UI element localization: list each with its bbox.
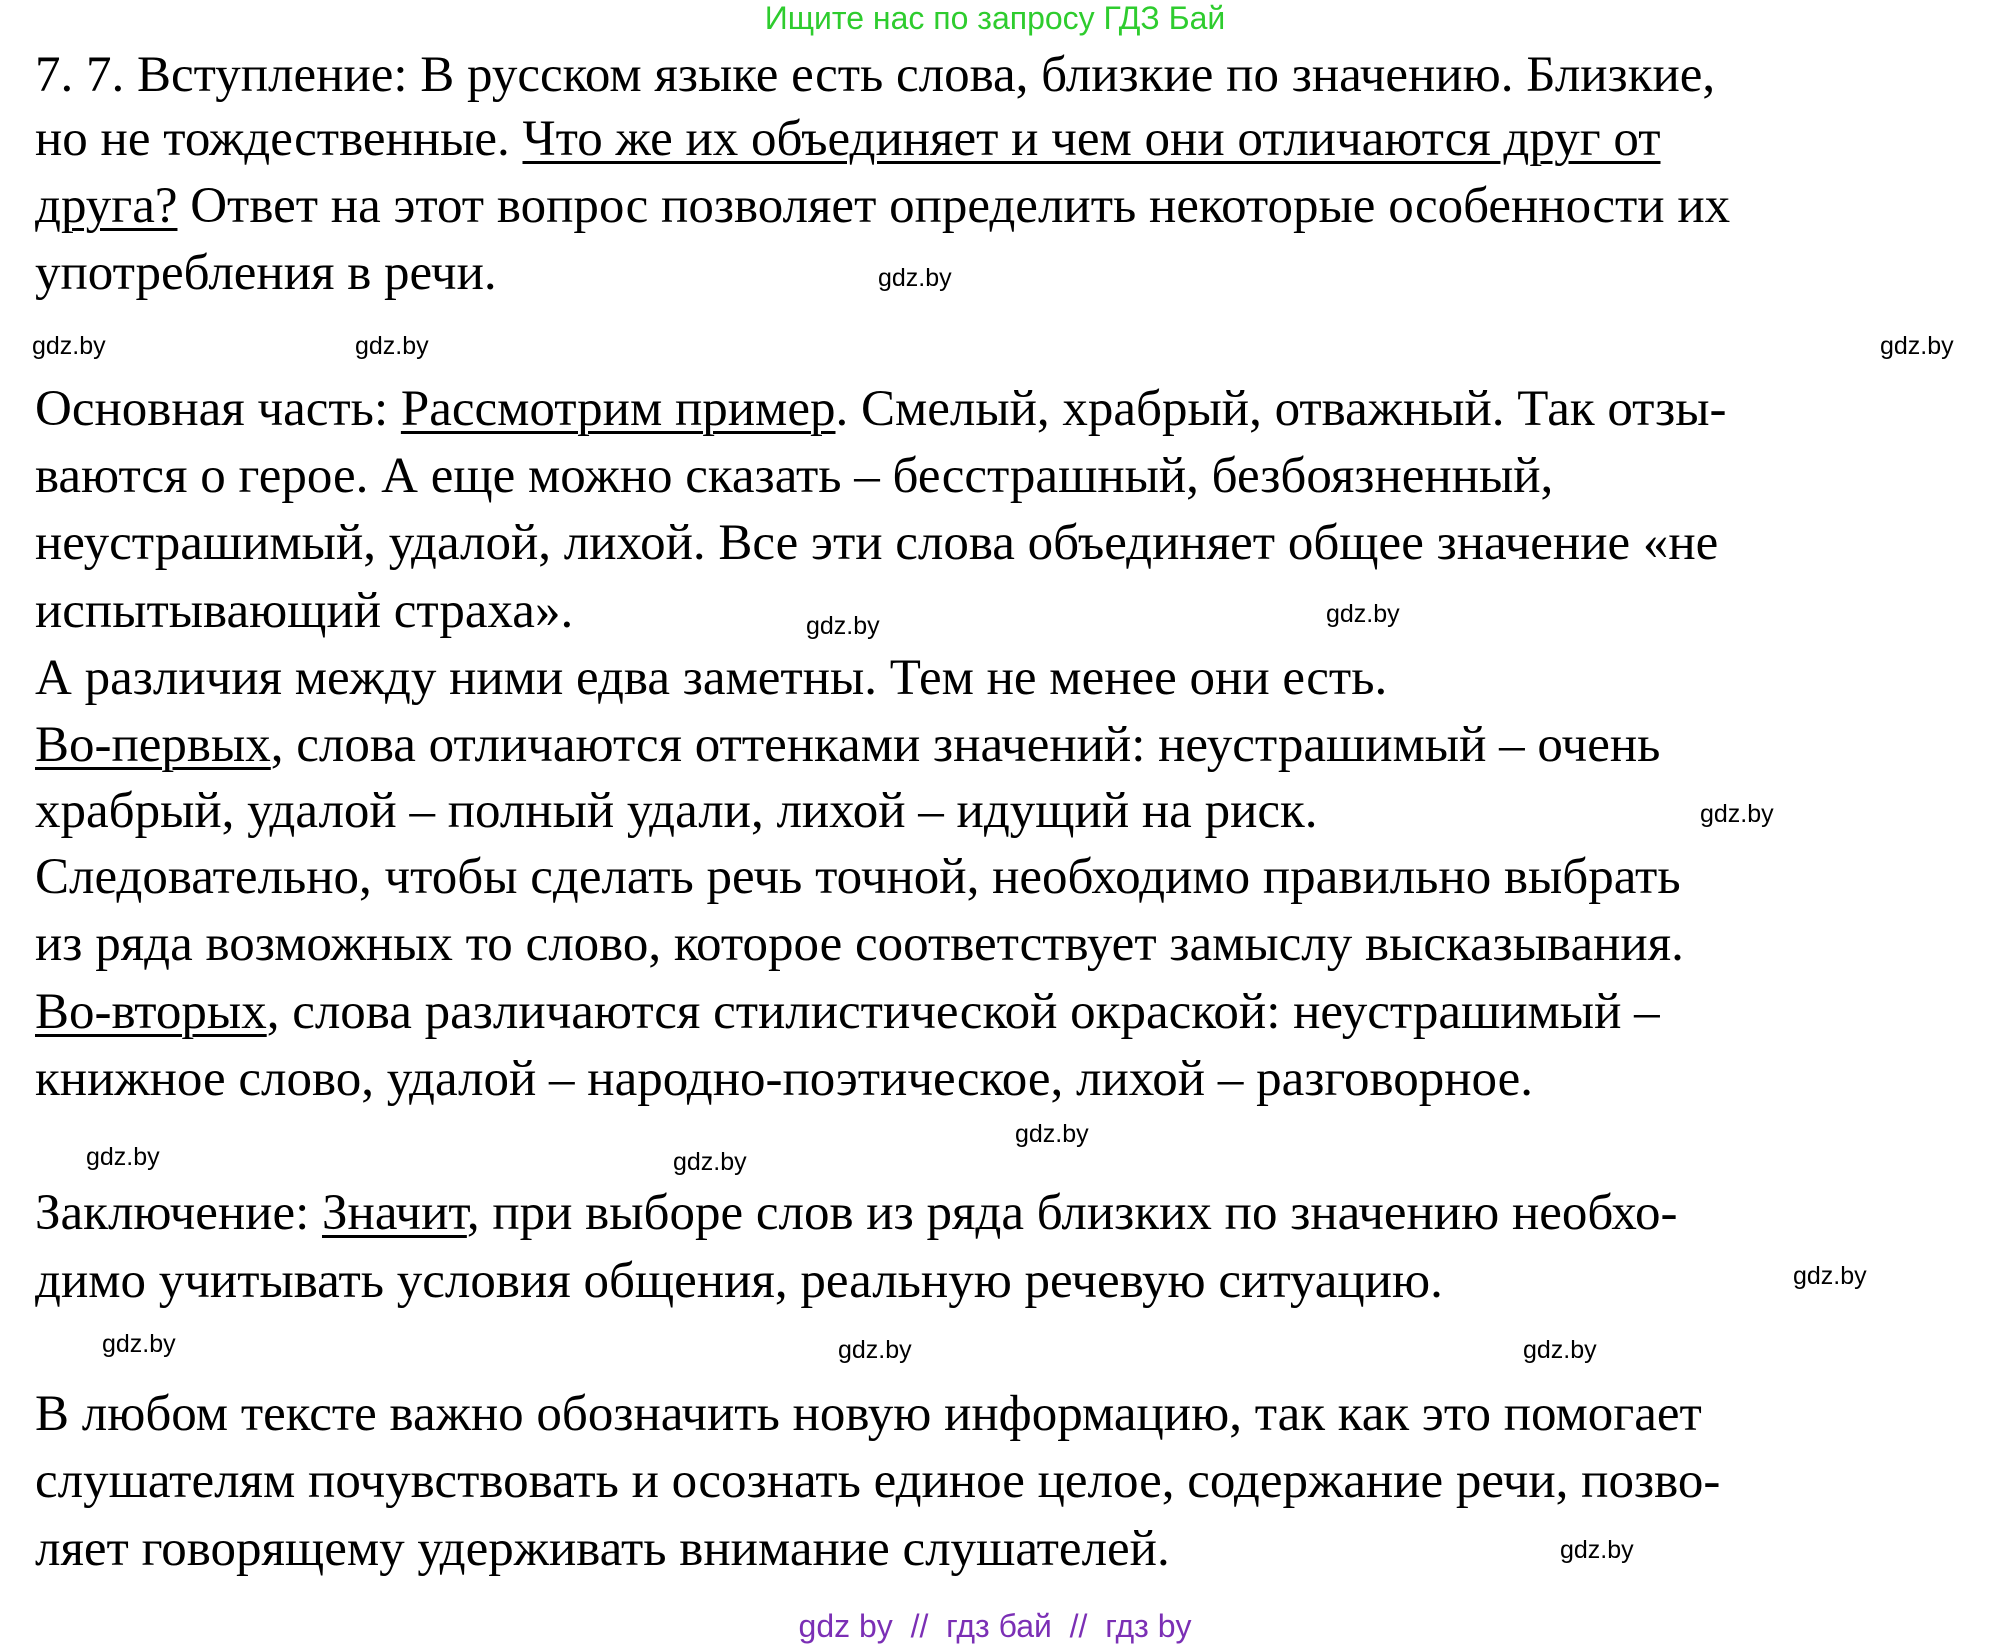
watermark: gdz.by (86, 1143, 160, 1171)
text: , слова различаются стилистической окраской: неустрашимый – (266, 984, 1660, 1040)
final-line: слушателям почувствовать и осознать единое целое, содержание речи, позво- (35, 1453, 1721, 1509)
text: Заключение: (35, 1185, 322, 1241)
intro-line: употребления в речи. (35, 245, 497, 301)
watermark: gdz.by (878, 264, 952, 292)
watermark: gdz.by (32, 332, 106, 360)
main-line: А различия между ними едва заметны. Тем не менее они есть. (35, 650, 1388, 706)
text: , при выборе слов из ряда близких по значению необхо- (466, 1185, 1678, 1241)
underlined-question: друга? (35, 178, 178, 234)
underlined-phrase: Значит (322, 1185, 467, 1241)
watermark: gdz.by (1326, 600, 1400, 628)
conclusion-line: димо учитывать условия общения, реальную речевую ситуацию. (35, 1253, 1443, 1309)
watermark: gdz.by (102, 1330, 176, 1358)
footer-links: gdz by // гдз бай // гдз by (798, 1608, 1192, 1644)
text: но не тождественные. (35, 111, 523, 167)
search-hint-header: Ищите нас по запросу ГДЗ Бай (764, 0, 1226, 36)
watermark: gdz.by (1560, 1536, 1634, 1564)
main-line: Следовательно, чтобы сделать речь точной, необходимо правильно выбрать (35, 849, 1681, 905)
final-line: В любом тексте важно обозначить новую информацию, так как это помогает (35, 1386, 1702, 1442)
main-line: неустрашимый, удалой, лихой. Все эти слова объединяет общее значение «не (35, 515, 1719, 571)
text: , слова отличаются оттенками значений: неустрашимый – очень (270, 717, 1661, 773)
watermark: gdz.by (355, 332, 429, 360)
watermark: gdz.by (673, 1148, 747, 1176)
main-line: храбрый, удалой – полный удали, лихой – идущий на риск. (35, 783, 1318, 839)
main-line: испытывающий страха». (35, 583, 574, 639)
watermark: gdz.by (806, 612, 880, 640)
main-line (35, 979, 1660, 1046)
main-line: ваются о герое. А еще можно сказать – бесстрашный, безбоязненный, (35, 448, 1554, 504)
text: Ответ на этот вопрос позволяет определить некоторые особенности их (177, 178, 1731, 234)
underlined-phrase: Рассмотрим пример (400, 381, 836, 437)
main-line (35, 376, 1727, 443)
intro-line (35, 173, 1730, 240)
intro-line (35, 106, 1661, 173)
final-line: ляет говорящему удерживать внимание слушателей. (35, 1521, 1170, 1577)
watermark: gdz.by (1523, 1336, 1597, 1364)
watermark: gdz.by (1880, 332, 1954, 360)
main-line (35, 712, 1660, 779)
underlined-phrase: Во-вторых (35, 984, 267, 1040)
text: Основная часть: (35, 381, 401, 437)
watermark: gdz.by (1793, 1262, 1867, 1290)
conclusion-line (35, 1180, 1677, 1247)
watermark: gdz.by (838, 1336, 912, 1364)
underlined-phrase: Во-первых (35, 717, 271, 773)
underlined-question: Что же их объединяет и чем они отличаются друг от (522, 111, 1661, 167)
main-line: из ряда возможных то слово, которое соответствует замыслу высказывания. (35, 916, 1684, 972)
watermark: gdz.by (1015, 1120, 1089, 1148)
main-line: книжное слово, удалой – народно-поэтическое, лихой – разговорное. (35, 1051, 1534, 1107)
watermark: gdz.by (1700, 800, 1774, 828)
text: . Смелый, храбрый, отважный. Так отзы- (835, 381, 1727, 437)
intro-line: 7. 7. Вступление: В русском языке есть слова, близкие по значению. Близкие, (35, 47, 1716, 103)
